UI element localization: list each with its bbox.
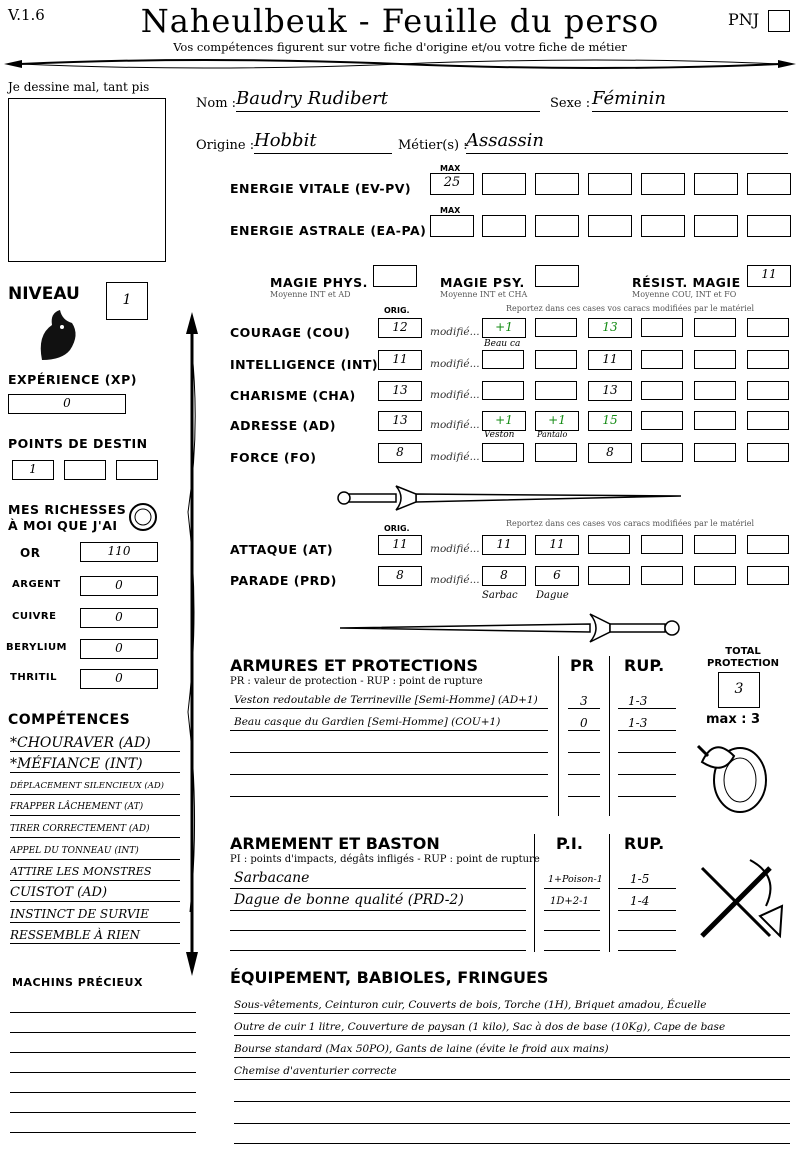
magie-phys-sub: Moyenne INT et AD (270, 290, 351, 299)
combat-mod-6[interactable] (747, 535, 789, 554)
skill-item[interactable]: ATTIRE LES MONSTRES (10, 861, 180, 881)
ev-box[interactable] (482, 173, 526, 195)
total-protection-box[interactable]: 3 (718, 672, 760, 708)
carac-mod-4[interactable] (641, 411, 683, 430)
xp-label: EXPÉRIENCE (XP) (8, 372, 137, 387)
machins-line[interactable] (10, 1112, 196, 1113)
equipement-row[interactable] (234, 1124, 790, 1144)
combat-mod-3[interactable] (588, 566, 630, 585)
carac-mod-note: Veston (484, 430, 515, 440)
destin-box-1[interactable]: 1 (12, 460, 54, 480)
reportez-note: Reportez dans ces cases vos caracs modifiées par le matériel (506, 519, 755, 528)
equipement-row[interactable]: Outre de cuir 1 litre, Couverture de paysan (1 kilo), Sac à dos de base (10Kg), Cape de base (234, 1016, 790, 1036)
orig-label: ORIG. (384, 524, 410, 533)
pnj-checkbox[interactable] (768, 10, 790, 32)
arme-rup: 1-4 (630, 894, 650, 908)
money-label: CUIVRE (12, 611, 57, 622)
carac-mod-3[interactable]: 13 (588, 381, 632, 401)
carac-label: INTELLIGENCE (INT) (230, 357, 379, 372)
arme-row[interactable] (230, 950, 526, 951)
money-value[interactable]: 0 (80, 669, 158, 689)
drawing-caption: Je dessine mal, tant pis (8, 80, 150, 94)
skill-item[interactable]: APPEL DU TONNEAU (INT) (10, 840, 180, 860)
combat-mod-5[interactable] (694, 566, 736, 585)
arme-rup-line[interactable] (618, 950, 676, 951)
combat-note: Sarbac (482, 590, 518, 601)
skill-item[interactable]: *CHOURAVER (AD) (10, 732, 180, 752)
armure-pr-line[interactable] (568, 708, 600, 709)
armure-pr: 0 (580, 716, 588, 730)
carac-mod-6[interactable] (747, 350, 789, 369)
armure-rup: 1-3 (628, 716, 648, 730)
money-value[interactable]: 110 (80, 542, 158, 562)
total-protection-max: max : 3 (706, 712, 760, 727)
reportez-note: Reportez dans ces cases vos caracs modifiées par le matériel (506, 304, 755, 313)
carac-mod-4[interactable] (641, 350, 683, 369)
ev-box[interactable] (747, 173, 791, 195)
armure-rup-line[interactable] (618, 774, 676, 775)
carac-mod-1[interactable] (482, 443, 524, 462)
carac-mod-4[interactable] (641, 381, 683, 400)
magie-psy-box[interactable] (535, 265, 579, 287)
carac-mod-6[interactable] (747, 411, 789, 430)
sword-icon (336, 480, 686, 516)
carac-label: CHARISME (CHA) (230, 388, 356, 403)
modifie-label: modifié... (430, 543, 480, 555)
ea-label: ENERGIE ASTRALE (EA-PA) (230, 223, 427, 238)
armure-name: Veston redoutable de Terrineville [Semi-Homme] (AD+1) (234, 694, 538, 706)
carac-mod-2[interactable] (535, 350, 577, 369)
arme-row[interactable] (230, 930, 526, 931)
carac-mod-note: Beau ca (484, 339, 521, 349)
carac-mod-5[interactable] (694, 350, 736, 369)
rup-header: RUP. (624, 834, 665, 853)
skill-item[interactable]: DÉPLACEMENT SILENCIEUX (AD) (10, 775, 180, 795)
combat-orig[interactable]: 11 (378, 535, 422, 555)
coin-icon (128, 502, 158, 532)
pi-header: P.I. (556, 834, 583, 853)
arme-pi-line[interactable] (544, 950, 600, 951)
armure-rup: 1-3 (628, 694, 648, 708)
carac-mod-1[interactable] (482, 350, 524, 369)
modifie-label: modifié... (430, 389, 480, 401)
ea-box[interactable] (694, 215, 738, 237)
arme-name: Sarbacane (234, 870, 310, 886)
carac-mod-1[interactable] (482, 381, 524, 400)
machins-line[interactable] (10, 1012, 196, 1013)
combat-label: ATTAQUE (AT) (230, 542, 334, 557)
modifie-label: modifié... (430, 419, 480, 431)
carac-mod-6[interactable] (747, 381, 789, 400)
combat-mod-5[interactable] (694, 535, 736, 554)
destin-box-2[interactable] (64, 460, 106, 480)
ea-box[interactable] (482, 215, 526, 237)
carac-mod-note: Pantalo (537, 430, 568, 439)
combat-mod-4[interactable] (641, 566, 683, 585)
armement-divider (534, 834, 535, 952)
armure-row[interactable] (230, 796, 548, 797)
combat-mod-2[interactable]: 11 (535, 535, 579, 555)
armure-pr: 3 (580, 694, 588, 708)
destin-box-3[interactable] (116, 460, 158, 480)
combat-note: Dague (536, 590, 569, 601)
carac-mod-5[interactable] (694, 381, 736, 400)
ea-max-box[interactable] (430, 215, 474, 237)
carac-mod-2[interactable] (535, 443, 577, 462)
armure-row[interactable] (230, 708, 548, 709)
ev-box[interactable] (535, 173, 579, 195)
carac-mod-3[interactable]: 8 (588, 443, 632, 463)
modifie-label: modifié... (430, 358, 480, 370)
combat-mod-1[interactable]: 8 (482, 566, 526, 586)
sexe-field[interactable]: Féminin (592, 88, 788, 112)
carac-mod-3[interactable]: 13 (588, 318, 632, 338)
arme-rup-line[interactable] (618, 888, 676, 889)
arme-row[interactable] (230, 910, 526, 911)
arme-pi-line[interactable] (544, 930, 600, 931)
armure-rup-line[interactable] (618, 796, 676, 797)
magie-phys-label: MAGIE PHYS. (270, 275, 368, 290)
carac-mod-2[interactable] (535, 318, 577, 337)
armure-name: Beau casque du Gardien [Semi-Homme] (COU+1) (234, 716, 501, 728)
richesses-label: MES RICHESSES À MOI QUE J'AI (8, 502, 127, 533)
armement-divider (609, 834, 610, 952)
ea-max-label: MAX (440, 206, 461, 215)
ea-box[interactable] (588, 215, 632, 237)
header-spear-divider (0, 52, 800, 76)
machins-line[interactable] (10, 1072, 196, 1073)
magie-phys-box[interactable] (373, 265, 417, 287)
weapons-icon (690, 856, 790, 946)
carac-orig[interactable]: 12 (378, 318, 422, 338)
machins-line[interactable] (10, 1132, 196, 1133)
arme-pi-line[interactable] (544, 910, 600, 911)
xp-box[interactable]: 0 (8, 394, 126, 414)
armure-pr-line[interactable] (568, 730, 600, 731)
armement-title: ARMEMENT ET BASTON (230, 834, 440, 853)
equipement-title: ÉQUIPEMENT, BABIOLES, FRINGUES (230, 968, 549, 987)
magie-psy-label: MAGIE PSY. (440, 275, 525, 290)
money-label: THRITIL (10, 672, 58, 683)
modifie-label: modifié... (430, 451, 480, 463)
carac-label: COURAGE (COU) (230, 325, 351, 340)
ea-box[interactable] (747, 215, 791, 237)
carac-mod-5[interactable] (694, 443, 736, 462)
ev-label: ENERGIE VITALE (EV-PV) (230, 181, 412, 196)
carac-mod-3[interactable]: 11 (588, 350, 632, 370)
subtitle: Vos compétences figurent sur votre fiche d'origine et/ou votre fiche de métier (173, 40, 627, 54)
arme-pi: 1+Poison-1 (548, 874, 603, 885)
carac-mod-5[interactable] (694, 411, 736, 430)
nom-field[interactable]: Baudry Rudibert (236, 88, 540, 112)
machins-label: MACHINS PRÉCIEUX (12, 976, 143, 989)
combat-mod-6[interactable] (747, 566, 789, 585)
armure-row[interactable] (230, 774, 548, 775)
combat-mod-2[interactable]: 6 (535, 566, 579, 586)
combat-orig[interactable]: 8 (378, 566, 422, 586)
armures-title: ARMURES ET PROTECTIONS (230, 656, 478, 675)
skill-item[interactable]: *MÉFIANCE (INT) (10, 753, 180, 773)
machins-line[interactable] (10, 1092, 196, 1093)
skill-item[interactable]: RESSEMBLE À RIEN (10, 924, 180, 944)
armures-divider (609, 656, 610, 816)
carac-label: ADRESSE (AD) (230, 418, 337, 433)
machins-line[interactable] (10, 1052, 196, 1053)
version: V.1.6 (8, 6, 45, 24)
armure-rup-line[interactable] (618, 752, 676, 753)
equipement-row[interactable]: Bourse standard (Max 50PO), Gants de laine (évite le froid aux mains) (234, 1038, 790, 1058)
competences-label: COMPÉTENCES (8, 712, 131, 728)
resist-magie-sub: Moyenne COU, INT et FO (632, 290, 737, 299)
carac-label: FORCE (FO) (230, 450, 317, 465)
skill-item[interactable]: CUISTOT (AD) (10, 882, 180, 902)
sword-icon (340, 610, 685, 646)
resist-magie-label: RÉSIST. MAGIE (632, 275, 741, 290)
carac-mod-6[interactable] (747, 443, 789, 462)
carac-mod-6[interactable] (747, 318, 789, 337)
arme-pi-line[interactable] (544, 888, 600, 889)
carac-orig[interactable]: 8 (378, 443, 422, 463)
carac-orig[interactable]: 13 (378, 411, 422, 431)
equipement-row[interactable]: Chemise d'aventurier correcte (234, 1060, 790, 1080)
carac-mod-1[interactable]: +1 (482, 411, 526, 431)
niveau-box[interactable]: 1 (106, 282, 148, 320)
arme-rup-line[interactable] (618, 930, 676, 931)
carac-mod-5[interactable] (694, 318, 736, 337)
arme-name: Dague de bonne qualité (PRD-2) (234, 892, 464, 908)
money-label: BERYLIUM (6, 642, 68, 653)
carac-orig[interactable]: 11 (378, 350, 422, 370)
armure-rup-line[interactable] (618, 730, 676, 731)
combat-mod-4[interactable] (641, 535, 683, 554)
armures-sub: PR : valeur de protection - RUP : point de rupture (230, 676, 483, 687)
carac-mod-2[interactable]: +1 (535, 411, 579, 431)
arme-row[interactable] (230, 888, 526, 889)
origine-label: Origine : (196, 138, 255, 153)
ev-box[interactable] (694, 173, 738, 195)
origine-field[interactable]: Hobbit (254, 130, 392, 154)
ea-box[interactable] (535, 215, 579, 237)
armure-rup-line[interactable] (618, 708, 676, 709)
carac-mod-3[interactable]: 15 (588, 411, 632, 431)
destin-label: POINTS DE DESTIN (8, 436, 148, 451)
pr-header: PR (570, 656, 595, 675)
orig-label: ORIG. (384, 306, 410, 315)
ev-box[interactable] (588, 173, 632, 195)
niveau-label: NIVEAU (8, 284, 80, 304)
armure-row[interactable] (230, 752, 548, 753)
machins-line[interactable] (10, 1032, 196, 1033)
equipement-row[interactable]: Sous-vêtements, Ceinturon cuir, Couverts de bois, Torche (1H), Briquet amadou, Écuelle (234, 994, 790, 1014)
portrait-box[interactable] (8, 98, 166, 262)
pnj-label: PNJ (728, 10, 760, 29)
dragon-icon (32, 305, 82, 365)
ev-max-label: MAX (440, 164, 461, 173)
money-value[interactable]: 0 (80, 576, 158, 596)
equipement-row[interactable] (234, 1082, 790, 1102)
skill-item[interactable]: INSTINCT DE SURVIE (10, 903, 180, 923)
combat-mod-1[interactable]: 11 (482, 535, 526, 555)
modifie-label: modifié... (430, 574, 480, 586)
helmet-shield-icon (694, 726, 774, 816)
sexe-label: Sexe : (550, 96, 591, 111)
armure-row[interactable] (230, 730, 548, 731)
money-label: OR (20, 546, 41, 560)
carac-mod-1[interactable]: +1 (482, 318, 526, 338)
modifie-label: modifié... (430, 326, 480, 338)
resist-magie-box[interactable]: 11 (747, 265, 791, 287)
carac-mod-4[interactable] (641, 318, 683, 337)
carac-mod-4[interactable] (641, 443, 683, 462)
arme-rup: 1-5 (630, 872, 650, 886)
armement-sub: PI : points d'impacts, dégâts infligés - RUP : point de rupture (230, 854, 540, 865)
nom-label: Nom : (196, 96, 237, 111)
armure-pr-line[interactable] (568, 774, 600, 775)
arme-rup-line[interactable] (618, 910, 676, 911)
money-value[interactable]: 0 (80, 639, 158, 659)
money-value[interactable]: 0 (80, 608, 158, 628)
combat-label: PARADE (PRD) (230, 573, 337, 588)
ev-box[interactable] (641, 173, 685, 195)
armures-divider (558, 656, 559, 816)
magie-psy-sub: Moyenne INT et CHA (440, 290, 528, 299)
armure-pr-line[interactable] (568, 752, 600, 753)
ev-max-box[interactable]: 25 (430, 173, 474, 195)
carac-orig[interactable]: 13 (378, 381, 422, 401)
carac-mod-2[interactable] (535, 381, 577, 400)
combat-mod-3[interactable] (588, 535, 630, 554)
spear-icon (180, 312, 204, 976)
equipement-row[interactable] (234, 1104, 790, 1124)
skill-item[interactable]: FRAPPER LÂCHEMENT (AT) (10, 796, 180, 816)
money-label: ARGENT (12, 579, 61, 590)
page-title: Naheulbeuk - Feuille du perso (140, 2, 660, 40)
total-protection-label: TOTAL PROTECTION (707, 646, 779, 669)
metier-field[interactable]: Assassin (466, 130, 788, 154)
rup-header: RUP. (624, 656, 665, 675)
armure-pr-line[interactable] (568, 796, 600, 797)
arme-pi: 1D+2-1 (550, 896, 589, 907)
metier-label: Métier(s) : (398, 138, 468, 153)
ea-box[interactable] (641, 215, 685, 237)
skill-item[interactable]: TIRER CORRECTEMENT (AD) (10, 818, 180, 838)
